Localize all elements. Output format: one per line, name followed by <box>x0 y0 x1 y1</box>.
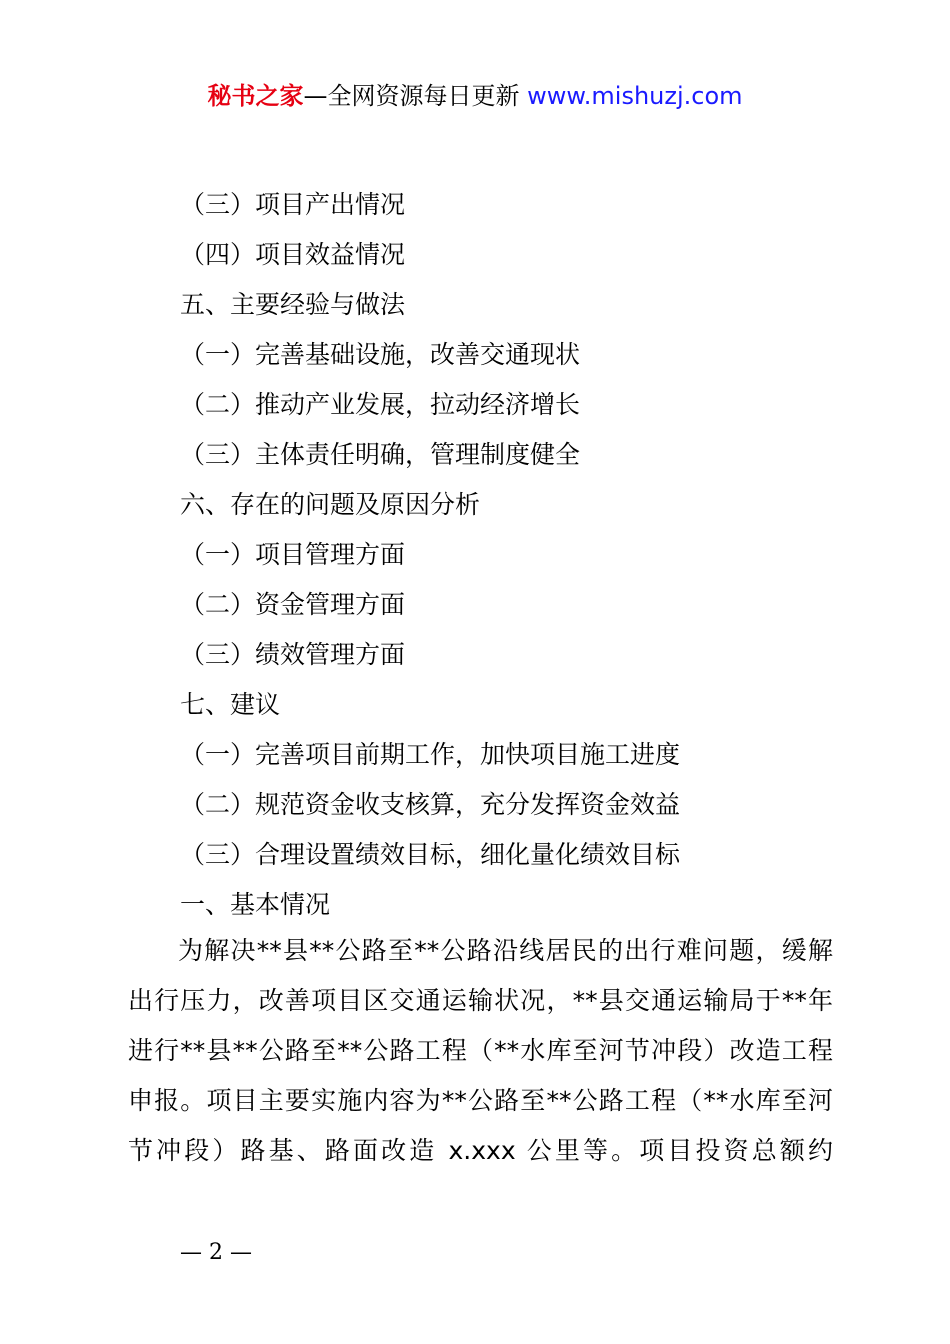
paragraph-line: 申报。项目主要实施内容为**公路至**公路工程（**水库至河 <box>128 1086 833 1115</box>
outline-item: （二）规范资金收支核算，充分发挥资金效益 <box>180 790 681 819</box>
outline-item: （一）完善项目前期工作，加快项目施工进度 <box>180 740 681 769</box>
document-outline <box>180 180 880 930</box>
outline-item: （三）主体责任明确，管理制度健全 <box>180 440 581 469</box>
paragraph-line: 出行压力，改善项目区交通运输状况，**县交通运输局于**年 <box>128 986 833 1015</box>
section-heading: 五、主要经验与做法 <box>180 290 406 319</box>
outline-item: （二）资金管理方面 <box>180 590 406 619</box>
page-number: — 2 — <box>180 1240 252 1265</box>
outline-item: （一）完善基础设施，改善交通现状 <box>180 340 581 369</box>
paragraph-line: 进行**县**公路至**公路工程（**水库至河节冲段）改造工程 <box>128 1036 833 1065</box>
site-url-link[interactable]: www.mishuzj.com <box>527 82 743 110</box>
section-heading: 七、建议 <box>180 690 281 719</box>
brand-name: 秘书之家 <box>207 82 304 110</box>
section-heading: 六、存在的问题及原因分析 <box>180 490 481 519</box>
outline-item: （一）项目管理方面 <box>180 540 406 569</box>
header-slogan: —全网资源每日更新 <box>303 82 520 110</box>
outline-item: （三）项目产出情况 <box>180 190 406 219</box>
body-paragraph <box>128 926 833 1176</box>
paragraph-line: 节冲段）路基、路面改造 x.xxx 公里等。项目投资总额约 <box>128 1136 833 1165</box>
section-heading: 一、基本情况 <box>180 890 331 919</box>
outline-item: （二）推动产业发展，拉动经济增长 <box>180 390 581 419</box>
paragraph-line: 为解决**县**公路至**公路沿线居民的出行难问题，缓解 <box>178 936 833 965</box>
outline-item: （四）项目效益情况 <box>180 240 406 269</box>
outline-item: （三）合理设置绩效目标，细化量化绩效目标 <box>180 840 681 869</box>
outline-item: （三）绩效管理方面 <box>180 640 406 669</box>
site-header <box>0 80 950 112</box>
